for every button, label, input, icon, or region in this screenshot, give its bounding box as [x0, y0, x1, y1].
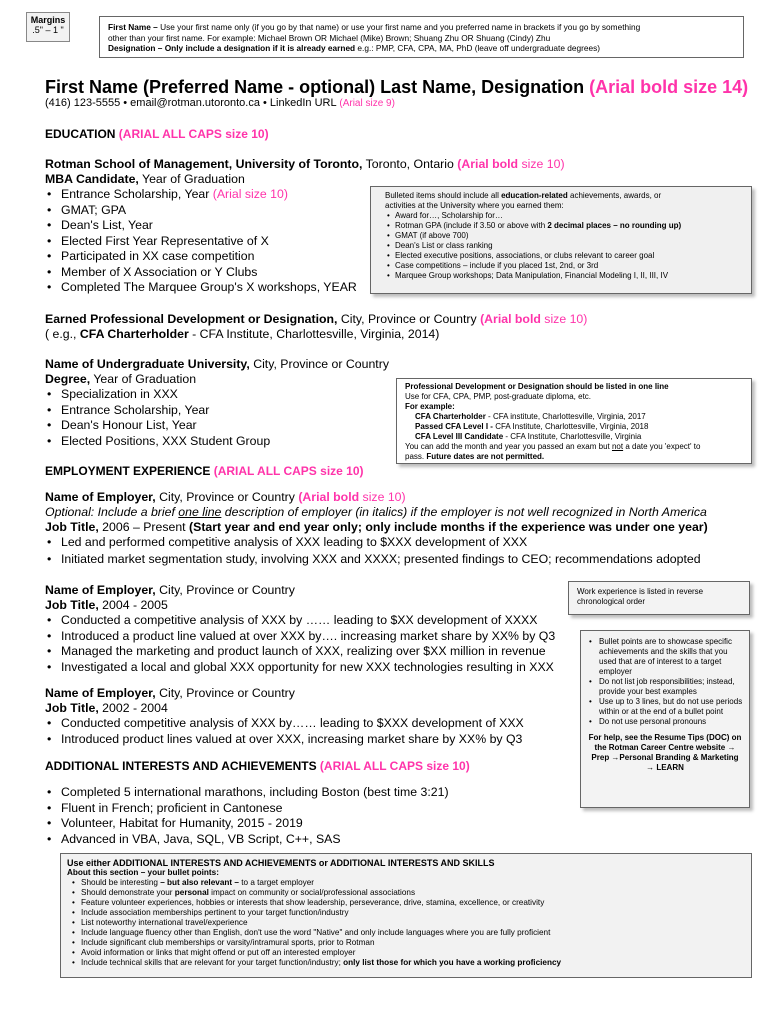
box-text: Rotman GPA (include if 3.50 or above with [395, 221, 548, 230]
employer-location: City, Province or Country [155, 686, 295, 700]
box-text-bold: Passed CFA Level I - [415, 422, 493, 431]
interests-heading-text: ADDITIONAL INTERESTS AND ACHIEVEMENTS [45, 759, 317, 773]
prof-dev-note-bold: (Arial bold [476, 312, 541, 326]
list-item: • Volunteer, Habitat for Humanity, 2015 - 2019 [45, 816, 449, 832]
school-note-rest: size 10) [518, 157, 565, 171]
margins-title: Margins [30, 15, 66, 25]
list-item [67, 888, 745, 898]
undergrad-year: Year of Graduation [90, 372, 197, 386]
margins-value: .5" – 1 " [32, 25, 64, 35]
employment-heading [45, 464, 364, 478]
list-item [385, 221, 737, 231]
school-location: Toronto, Ontario [362, 157, 454, 171]
list-item [67, 958, 745, 968]
job-dates: 2006 – Present [98, 520, 190, 534]
list-item: • Do not use personal pronouns [587, 717, 743, 727]
list-item [45, 187, 357, 203]
job-dates: 2004 - 2005 [98, 598, 168, 612]
box-title: Use either ADDITIONAL INTERESTS AND ACHIEVEMENTS or ADDITIONAL INTERESTS AND SKILLS [67, 858, 495, 868]
list-item: • Fluent in French; proficient in Cantonese [45, 801, 449, 817]
box-text-bold: Future dates are not permitted. [426, 452, 545, 461]
job-title: Job Title, [45, 598, 99, 612]
list-item: • Include association memberships pertinent to your target function/industry [67, 908, 745, 918]
school-note-bold: (Arial bold [453, 157, 519, 171]
list-item: • Marquee Group workshops; Data Manipulation, Financial Modeling I, II, III, IV [385, 271, 737, 281]
note-first-name-text: Use your first name only (if you go by that name) or use your first name and you preferred name in brackets if you go by something [157, 22, 641, 32]
box-text: Bulleted items should include all [385, 191, 502, 200]
job-title: Job Title, [45, 701, 99, 715]
list-item: • Award for…, Scholarship for… [385, 211, 737, 221]
box-text: a date you 'expect' to [623, 442, 701, 451]
prof-dev-note-rest: size 10) [540, 312, 588, 326]
employment-heading-text: EMPLOYMENT EXPERIENCE [45, 464, 211, 478]
job-dates: 2002 - 2004 [98, 701, 168, 715]
box-text: to a target employer [238, 878, 315, 887]
list-item: • Member of X Association or Y Clubs [45, 265, 357, 281]
undergrad-school-line [45, 357, 389, 373]
box-subtitle: About this section – your bullet points: [67, 868, 219, 877]
example-text: ( e.g., [45, 327, 80, 341]
list-item: • Conducted competitive analysis of XXX by…… leading to $XXX development of XXX [45, 716, 524, 732]
box-text-bold: CFA Level III Candidate [415, 432, 504, 441]
list-item: • Elected Positions, XXX Student Group [45, 434, 270, 450]
job-dates-note: (Start year and end year only; only include months if the experience was under one year) [189, 520, 708, 534]
job3-title-line [45, 701, 168, 717]
box-text-bold: – but also relevant – [160, 878, 239, 887]
school-name: Rotman School of Management, University of Toronto, [45, 157, 363, 171]
list-item: • Bullet points are to showcase specific achievements and the skills that you used that are of interest to a target employer [587, 637, 743, 677]
education-bullets [45, 187, 357, 296]
degree-name: MBA Candidate, [45, 172, 139, 186]
list-item: • Dean's Honour List, Year [45, 418, 270, 434]
list-item: • Use up to 3 lines, but do not use periods within or at the end of a bullet point [587, 697, 743, 717]
example-text: - CFA Institute, Charlottesville, Virginia, 2014) [188, 327, 440, 341]
education-heading-note: (ARIAL ALL CAPS size 10) [115, 127, 269, 141]
contact-format-note: (Arial size 9) [336, 98, 395, 109]
job1-bullets [45, 535, 701, 567]
job-title: Job Title, [45, 520, 99, 534]
list-item: • Investigated a local and global XXX opportunity for new XXX technologies resulting in XXX [45, 660, 555, 676]
box-text: Use for CFA, CPA, PMP, post-graduate diploma, etc. [405, 392, 592, 401]
undergrad-degree-line [45, 372, 196, 388]
employer-note-rest: size 10) [359, 490, 406, 504]
job2-bullets [45, 613, 555, 675]
resume-tips-help: For help, see the Resume Tips (DOC) on the Rotman Career Centre website → Prep →Personal Branding & Marketing → LEARN [588, 733, 742, 772]
bullet-tips-box [580, 630, 750, 808]
list-item: • Led and performed competitive analysis of XXX leading to $XXX development of XXX [45, 535, 701, 551]
list-item: • Completed 5 international marathons, including Boston (best time 3:21) [45, 785, 449, 801]
employer-name: Name of Employer, [45, 490, 156, 504]
list-item: • GMAT; GPA [45, 203, 357, 219]
box-text: pass. [405, 452, 427, 461]
list-item: • Dean's List, Year [45, 218, 357, 234]
work-order-tip-box: Work experience is listed in reverse chronological order [568, 581, 750, 615]
job3-employer-line [45, 686, 295, 702]
education-heading-text: EDUCATION [45, 127, 116, 141]
undergrad-bullets [45, 387, 270, 449]
prof-dev-example [45, 327, 439, 343]
job1-title-line [45, 520, 708, 536]
optional-text: description of employer (in italics) if the employer is not well recognized in North America [221, 505, 707, 519]
job2-title-line [45, 598, 168, 614]
undergrad-degree: Degree, [45, 372, 91, 386]
rotman-school-line [45, 157, 565, 173]
note-first-name-example: other than your first name. For example: Michael Brown OR Michael (Mike) Brown; Shuang Zhu OR Shuang (Cindy) Zhu [108, 32, 551, 43]
list-item: • Dean's List or class ranking [385, 241, 737, 251]
prof-dev-title: Earned Professional Development or Designation, [45, 312, 338, 326]
list-item: • Specialization in XXX [45, 387, 270, 403]
box-text: activities at the University where you earned them: [385, 201, 564, 210]
education-tips-box [370, 186, 752, 294]
resume-name-heading [45, 77, 748, 98]
name-text: First Name (Preferred Name - optional) Last Name, Designation [45, 77, 585, 97]
interests-tips-box [60, 853, 752, 978]
box-title: Professional Development or Designation should be listed in one line [405, 382, 669, 391]
job1-optional-description [45, 505, 707, 521]
employer-location: City, Province or Country [155, 583, 295, 597]
education-heading [45, 127, 269, 141]
list-item: • Feature volunteer experiences, hobbies or interests that show leadership, perseverance, drive, stamina, excellence, or creativity [67, 898, 745, 908]
list-item: • Conducted a competitive analysis of XXX by …… leading to $XX development of XXXX [45, 613, 555, 629]
mba-degree-line [45, 172, 245, 188]
box-text-bold: only list those for which you have a working proficiency [343, 958, 562, 967]
box-text: Should be interesting [81, 878, 161, 887]
employer-location: City, Province or Country [155, 490, 295, 504]
list-item: • Advanced in VBA, Java, SQL, VB Script, C++, SAS [45, 832, 449, 848]
box-text-bold: For example: [405, 402, 455, 411]
box-text: Should demonstrate your [81, 888, 175, 897]
bullet-text: Entrance Scholarship, Year [61, 187, 210, 201]
box-text: - CFA institute, Charlottesville, Virginia, 2017 [485, 412, 646, 421]
list-item [67, 878, 745, 888]
list-item: • Introduced product lines valued at over XXX, increasing market share by XX% by Q3 [45, 732, 524, 748]
employer-name: Name of Employer, [45, 583, 156, 597]
box-text-bold: CFA Charterholder [415, 412, 486, 421]
list-item: • Completed The Marquee Group's X workshops, YEAR [45, 280, 357, 296]
box-text-bold: education-related [501, 191, 568, 200]
box-text: CFA Institute, Charlottesville, Virginia, 2018 [492, 422, 649, 431]
contact-text: (416) 123-5555 • email@rotman.utoronto.ca • LinkedIn URL [45, 97, 337, 109]
box-text: achievements, awards, or [567, 191, 662, 200]
job2-employer-line [45, 583, 295, 599]
list-item: • Include language fluency other than English, don't use the word "Native" and only include languages where you are fully proficient [67, 928, 745, 938]
designation-tips-box [396, 378, 752, 464]
list-item: • Entrance Scholarship, Year [45, 403, 270, 419]
top-instructions-box [99, 16, 744, 58]
list-item: • Include significant club memberships or varsity/intramural sports, prior to Rotman [67, 938, 745, 948]
contact-line [45, 97, 395, 109]
example-bold: CFA Charterholder [79, 327, 189, 341]
list-item: • Managed the marketing and product launch of XXX, realizing over $XX million in revenue [45, 644, 555, 660]
box-text-bold: personal [174, 888, 209, 897]
list-item: • Avoid information or links that might offend or put off an interested employer [67, 948, 745, 958]
name-format-note: (Arial bold size 14) [584, 77, 749, 97]
bullet-format-note: (Arial size 10) [209, 187, 288, 201]
note-designation-label: Designation – Only include a designation if it is already earned [108, 43, 356, 53]
optional-text: Optional: Include a brief [45, 505, 179, 519]
list-item: • Elected First Year Representative of X [45, 234, 357, 250]
list-item: • List noteworthy international travel/experience [67, 918, 745, 928]
job1-employer-line [45, 490, 406, 506]
note-first-name-label: First Name – [108, 22, 158, 32]
note-designation-text: e.g.: PMP, CFA, CPA, MA, PhD (leave off undergraduate degrees) [355, 43, 601, 53]
prof-dev-location: City, Province or Country [337, 312, 477, 326]
list-item: • Introduced a product line valued at over XXX by…. increasing market share by XX% by Q3 [45, 629, 555, 645]
box-text: You can add the month and year you passed an exam but [405, 442, 612, 451]
list-item: • GMAT (if above 700) [385, 231, 737, 241]
box-text-underline: not [611, 442, 624, 451]
box-text: - CFA Institute, Charlottesville, Virginia [503, 432, 642, 441]
undergrad-location: City, Province or Country [249, 357, 389, 371]
employer-note-bold: (Arial bold [294, 490, 360, 504]
list-item: • Do not list job responsibilities; instead, provide your best examples [587, 677, 743, 697]
list-item: • Case competitions – include if you placed 1st, 2nd, or 3rd [385, 261, 737, 271]
prof-dev-line [45, 312, 587, 328]
job3-bullets [45, 716, 524, 747]
employment-heading-note: (ARIAL ALL CAPS size 10) [210, 464, 364, 478]
list-item: • Participated in XX case competition [45, 249, 357, 265]
interests-bullets [45, 785, 449, 847]
box-text: Include technical skills that are relevant for your target function/industry; [81, 958, 344, 967]
box-text-bold: 2 decimal places – no rounding up) [547, 221, 682, 230]
employer-name: Name of Employer, [45, 686, 156, 700]
degree-year: Year of Graduation [138, 172, 245, 186]
optional-underline: one line [178, 505, 222, 519]
list-item: • Initiated market segmentation study, involving XXX and XXXX; presented findings to CEO; recommendations adopted [45, 552, 701, 568]
interests-heading [45, 759, 470, 773]
undergrad-name: Name of Undergraduate University, [45, 357, 250, 371]
margins-note [26, 12, 70, 42]
box-text: impact on community or social/professional associations [208, 888, 416, 897]
interests-heading-note: (ARIAL ALL CAPS size 10) [316, 759, 470, 773]
list-item: • Elected executive positions, associations, or clubs relevant to career goal [385, 251, 737, 261]
